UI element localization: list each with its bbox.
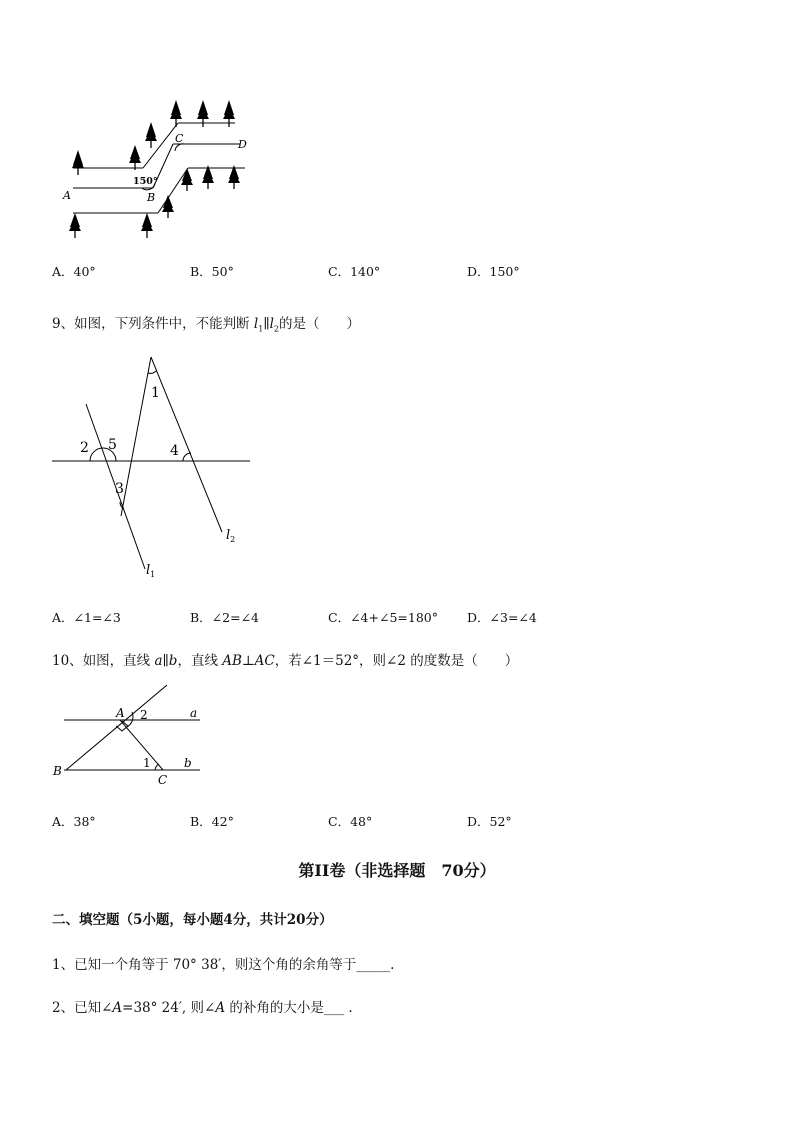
section-title: 第II卷（非选择题 70分） [298, 861, 496, 880]
angle-4-label: 4 [170, 443, 179, 459]
fill-question-2: 2、已知∠A=38° 24′, 则∠A 的补角的大小是___ . [52, 1000, 353, 1016]
option-c[interactable]: C．∠4+∠5=180° [328, 610, 438, 625]
angle-label: 150° [133, 176, 158, 187]
option-a[interactable]: A．∠1=∠3 [52, 610, 121, 625]
tree-icon [69, 213, 81, 238]
road-figure [55, 95, 265, 245]
label-d: D [238, 138, 247, 151]
triangle-figure [50, 680, 210, 790]
q10-stem: 10、如图，直线 a∥b，直线 AB⊥AC，若∠1＝52°，则∠2 的度数是（ ） [52, 653, 519, 669]
label-a: A [63, 189, 71, 202]
lines-figure [50, 352, 270, 582]
tree-icon [141, 213, 153, 238]
tree-icon [72, 150, 84, 175]
connector-line [121, 357, 151, 516]
point-b-label: B [53, 764, 62, 778]
q8-options [52, 262, 752, 280]
option-d[interactable]: D．∠3=∠4 [467, 610, 537, 625]
label-c: C [175, 132, 184, 145]
option-a[interactable]: A．40° [52, 264, 96, 279]
tree-icon [145, 122, 157, 148]
point-a-label: A [116, 706, 125, 720]
label-b: B [147, 191, 156, 204]
angle-5-label: 5 [108, 437, 117, 453]
angle-arc-1 [155, 764, 159, 770]
angle-2-label: 2 [140, 708, 148, 722]
tree-group [69, 100, 240, 238]
point-c-label: C [158, 773, 168, 787]
tree-icon [181, 168, 193, 191]
option-b[interactable]: B．50° [190, 264, 234, 279]
tree-icon [129, 145, 141, 170]
option-d[interactable]: D．150° [467, 264, 520, 279]
option-c[interactable]: C．48° [328, 814, 373, 829]
angle-1-label: 1 [143, 756, 151, 770]
line-b-label: b [184, 756, 192, 770]
angle-arc-4 [183, 453, 191, 461]
angle-3-label: 3 [115, 481, 124, 497]
tree-icon [228, 165, 240, 189]
option-d[interactable]: D．52° [467, 814, 512, 829]
option-a[interactable]: A．38° [52, 814, 96, 829]
tree-icon [162, 195, 174, 218]
option-b[interactable]: B．42° [190, 814, 234, 829]
option-b[interactable]: B．∠2=∠4 [190, 610, 260, 625]
line-l2 [151, 357, 222, 532]
angle-arc-1 [148, 371, 156, 373]
q9-stem: 9、如图，下列条件中，不能判断 $l_1\parallel l_2$的是（ ） [52, 316, 360, 334]
q10-options [52, 812, 752, 830]
angle-2-label: 2 [80, 440, 89, 456]
part-title: 二、填空题（5小题，每小题4分，共计20分） [52, 912, 333, 928]
q9-options [52, 608, 752, 626]
option-c[interactable]: C．140° [328, 264, 381, 279]
fill-question-1: 1、已知一个角等于 70° 38′，则这个角的余角等于_____. [52, 957, 395, 973]
l1-label: $l_1$ [146, 563, 156, 579]
road-line [158, 168, 188, 213]
tree-icon [202, 165, 214, 189]
l2-label: $l_2$ [226, 528, 236, 544]
line-a-label: a [190, 706, 198, 720]
angle-1-label: 1 [151, 385, 160, 401]
